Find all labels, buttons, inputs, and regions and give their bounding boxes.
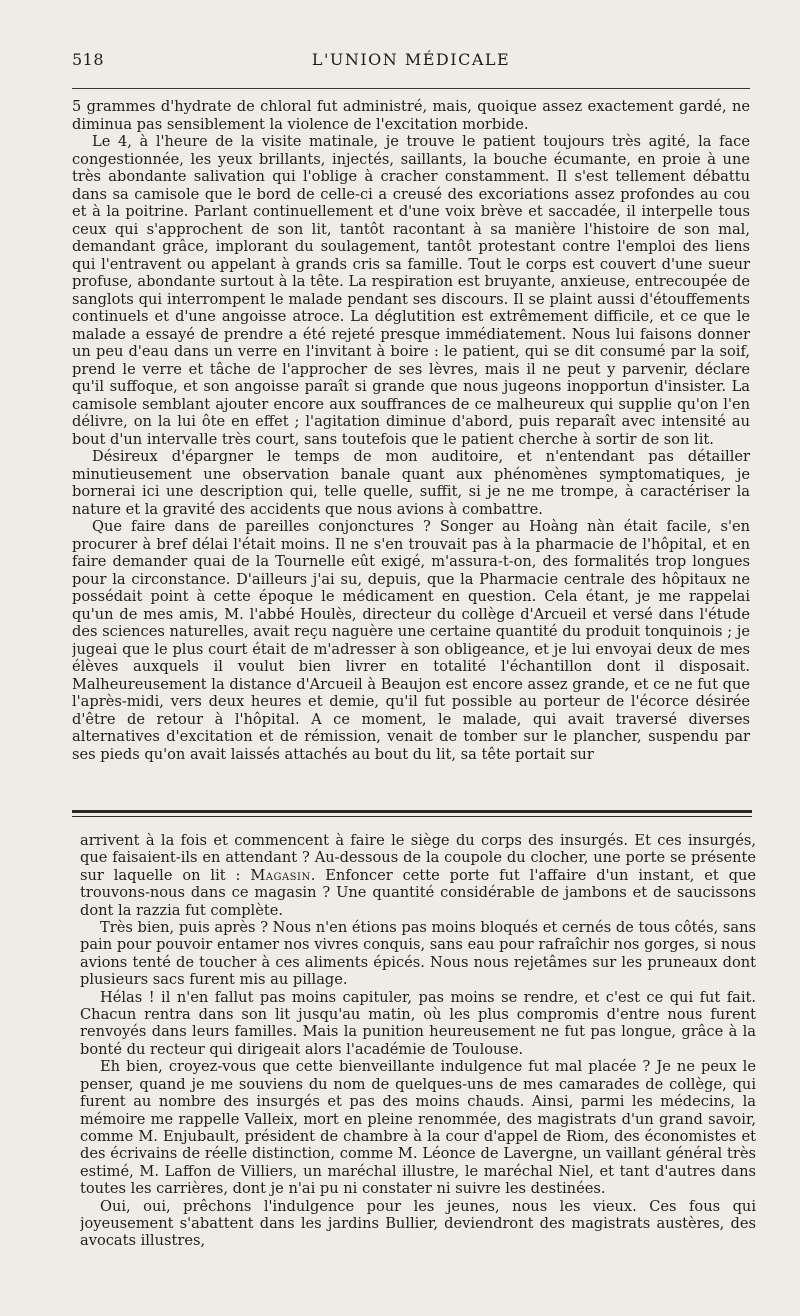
feuilleton-separator (72, 810, 752, 813)
feuilleton-paragraph (80, 832, 756, 919)
page-header (72, 48, 750, 76)
feuilleton-paragraph: Hélas ! il n'en fallut pas moins capituler, pas moins se rendre, et c'est ce qui fut fait. Chacun rentra dans son lit jusqu'au matin, où les plus compromis d'entre nous furent renvoyés dans leurs familles. Mais la punition heureusement ne fut pas longue, grâce à la bonté du recteur qui dirigeait alors l'académie de Toulouse. (80, 988, 756, 1058)
article-paragraph: Le 4, à l'heure de la visite matinale, je trouve le patient toujours très agité, la face congestionnée, les yeux brillants, injectés, saillants, la bouche écumante, en proie à une très abondante salivation qui l'oblige à cracher constamment. Il s'est tellement débattu dans sa camisole que le bord de celle-ci a creusé des excoriations assez profondes au cou et à la poitrine. Parlant continuellement et d'une voix brève et saccadée, il interpelle tous ceux qui s'approchent de son lit, tantôt racontant à sa manière l'histoire de son mal, demandant grâce, implorant du soulagement, tantôt protestant contre l'emploi des liens qui l'entravent ou appelant à grands cris sa famille. Tout le corps est couvert d'une sueur profuse, abondante surtout à la tête. La respiration est bruyante, anxieuse, entrecoupée de sanglots qui interrompent le malade pendant ses discours. Il se plaint aussi d'étouffements continuels et d'une angoisse atroce. La déglutition est extrêmement difficile, et ce que le malade a essayé de prendre a été rejeté presque immédiatement. Nous lui faisons donner un peu d'eau dans un verre en l'invitant à boire : le patient, qui se dit consumé par la soif, prend le verre et tâche de l'approcher de ses lèvres, mais il ne peut y parvenir, déclare qu'il suffoque, et son angoisse paraît si grande que nous jugeons inopportun d'insister. La camisole semblant ajouter encore aux souffrances de ce malheureux qui supplie qu'on l'en délivre, on la lui ôte en effet ; l'agitation diminue d'abord, puis reparaît avec intensité au bout d'un intervalle très court, sans toutefois que le patient cherche à sortir de son lit. (72, 133, 750, 448)
feuilleton-paragraph: Très bien, puis après ? Nous n'en étions pas moins bloqués et cernés de tous côtés, sans pain pour pouvoir entamer nos vivres conquis, sans eau pour rafraîchir nos gorges, si nous avions tenté de toucher à ces aliments épicés. Nous nous rejetâmes sur les pruneaux dont plusieurs sacs furent mis au pillage. (80, 919, 756, 989)
page-number: 518 (72, 50, 105, 69)
journal-title: L'UNION MÉDICALE (311, 50, 511, 69)
article-paragraph: Que faire dans de pareilles conjonctures ? Songer au Hoàng nàn était facile, s'en procurer à bref délai l'était moins. Il ne s'en trouvait pas à la pharmacie de l'hôpital, et en faire demander quai de la Tournelle eût exigé, m'assura-t-on, des formalités trop longues pour la circonstance. D'ailleurs j'ai su, depuis, que la Pharmacie centrale des hôpitaux ne possédait point à cette époque le médicament en question. Cela étant, je me rappelai qu'un de mes amis, M. l'abbé Houlès, directeur du collège d'Arcueil et versé dans l'étude des sciences naturelles, avait reçu naguère une certaine quantité du produit tonquinois ; je jugeai que le plus court était de m'adresser à son obligeance, et je lui envoyai deux de mes élèves auxquels il voulut bien livrer en totalité l'échantillon dont il disposait. Malheureusement la distance d'Arcueil à Beaujon est encore assez grande, et ce ne fut que l'après-midi, vers deux heures et demie, qu'il fut possible au porteur de l'écorce désirée d'être de retour à l'hôpital. A ce moment, le malade, qui avait traversé diverses alternatives d'excitation et de rémission, venait de tomber sur le plancher, suspendu par ses pieds qu'on avait laissés attachés au bout du lit, sa tête portait sur (72, 518, 750, 763)
feuilleton-separator-thin (72, 816, 752, 817)
header-rule (72, 88, 750, 89)
feuilleton-body (80, 832, 756, 1302)
article-paragraph: Désireux d'épargner le temps de mon auditoire, et n'entendant pas détailler minutieusement une observation banale quant aux phénomènes symptomatiques, je bornerai ici une description qui, telle quelle, suffit, si je ne me trompe, à caractériser la nature et la gravité des accidents que nous avions à combattre. (72, 448, 750, 518)
feuilleton-paragraph: Oui, oui, prêchons l'indulgence pour les jeunes, nous les vieux. Ces fous qui joyeusement s'abattent dans les jardins Bullier, deviendront des magistrats austères, des avocats illustres, (80, 1197, 756, 1250)
feuilleton-paragraph: Eh bien, croyez-vous que cette bienveillante indulgence fut mal placée ? Je ne peux le penser, quand je me souviens du nom de quelques-uns de mes camarades de collège, qui furent au nombre des insurgés et pas des moins chauds. Ainsi, parmi les médecins, la mémoire me rappelle Valleix, mort en pleine renommée, des magistrats d'un grand savoir, comme M. Enjubault, président de chambre à la cour d'appel de Riom, des économistes et des écrivains de réelle distinction, comme M. Léonce de Lavergne, un vaillant général très estimé, M. Laffon de Villiers, un maréchal illustre, le maréchal Niel, et tant d'autres dans toutes les carrières, dont je n'ai pu ni constater ni suivre les destinées. (80, 1058, 756, 1198)
article-body (72, 98, 750, 788)
magasin-label: Magasin (250, 866, 311, 884)
feuilleton-text: arrivent à la fois et commencent à faire le siège du corps des insurgés. Et ces insurgés, que faisaient-ils en attendant ? Au-dessous de la coupole du clocher, une porte se présente sur laquelle on lit : (80, 832, 756, 884)
article-paragraph: 5 grammes d'hydrate de chloral fut administré, mais, quoique assez exactement gardé, ne diminua pas sensiblement la violence de l'excitation morbide. (72, 98, 750, 133)
feuilleton-text: . Enfoncer cette porte fut l'affaire d'un instant, et que trouvons-nous dans ce magasin ? Une quantité considérable de jambons et de saucissons dont la razzia fut complète. (80, 866, 756, 919)
